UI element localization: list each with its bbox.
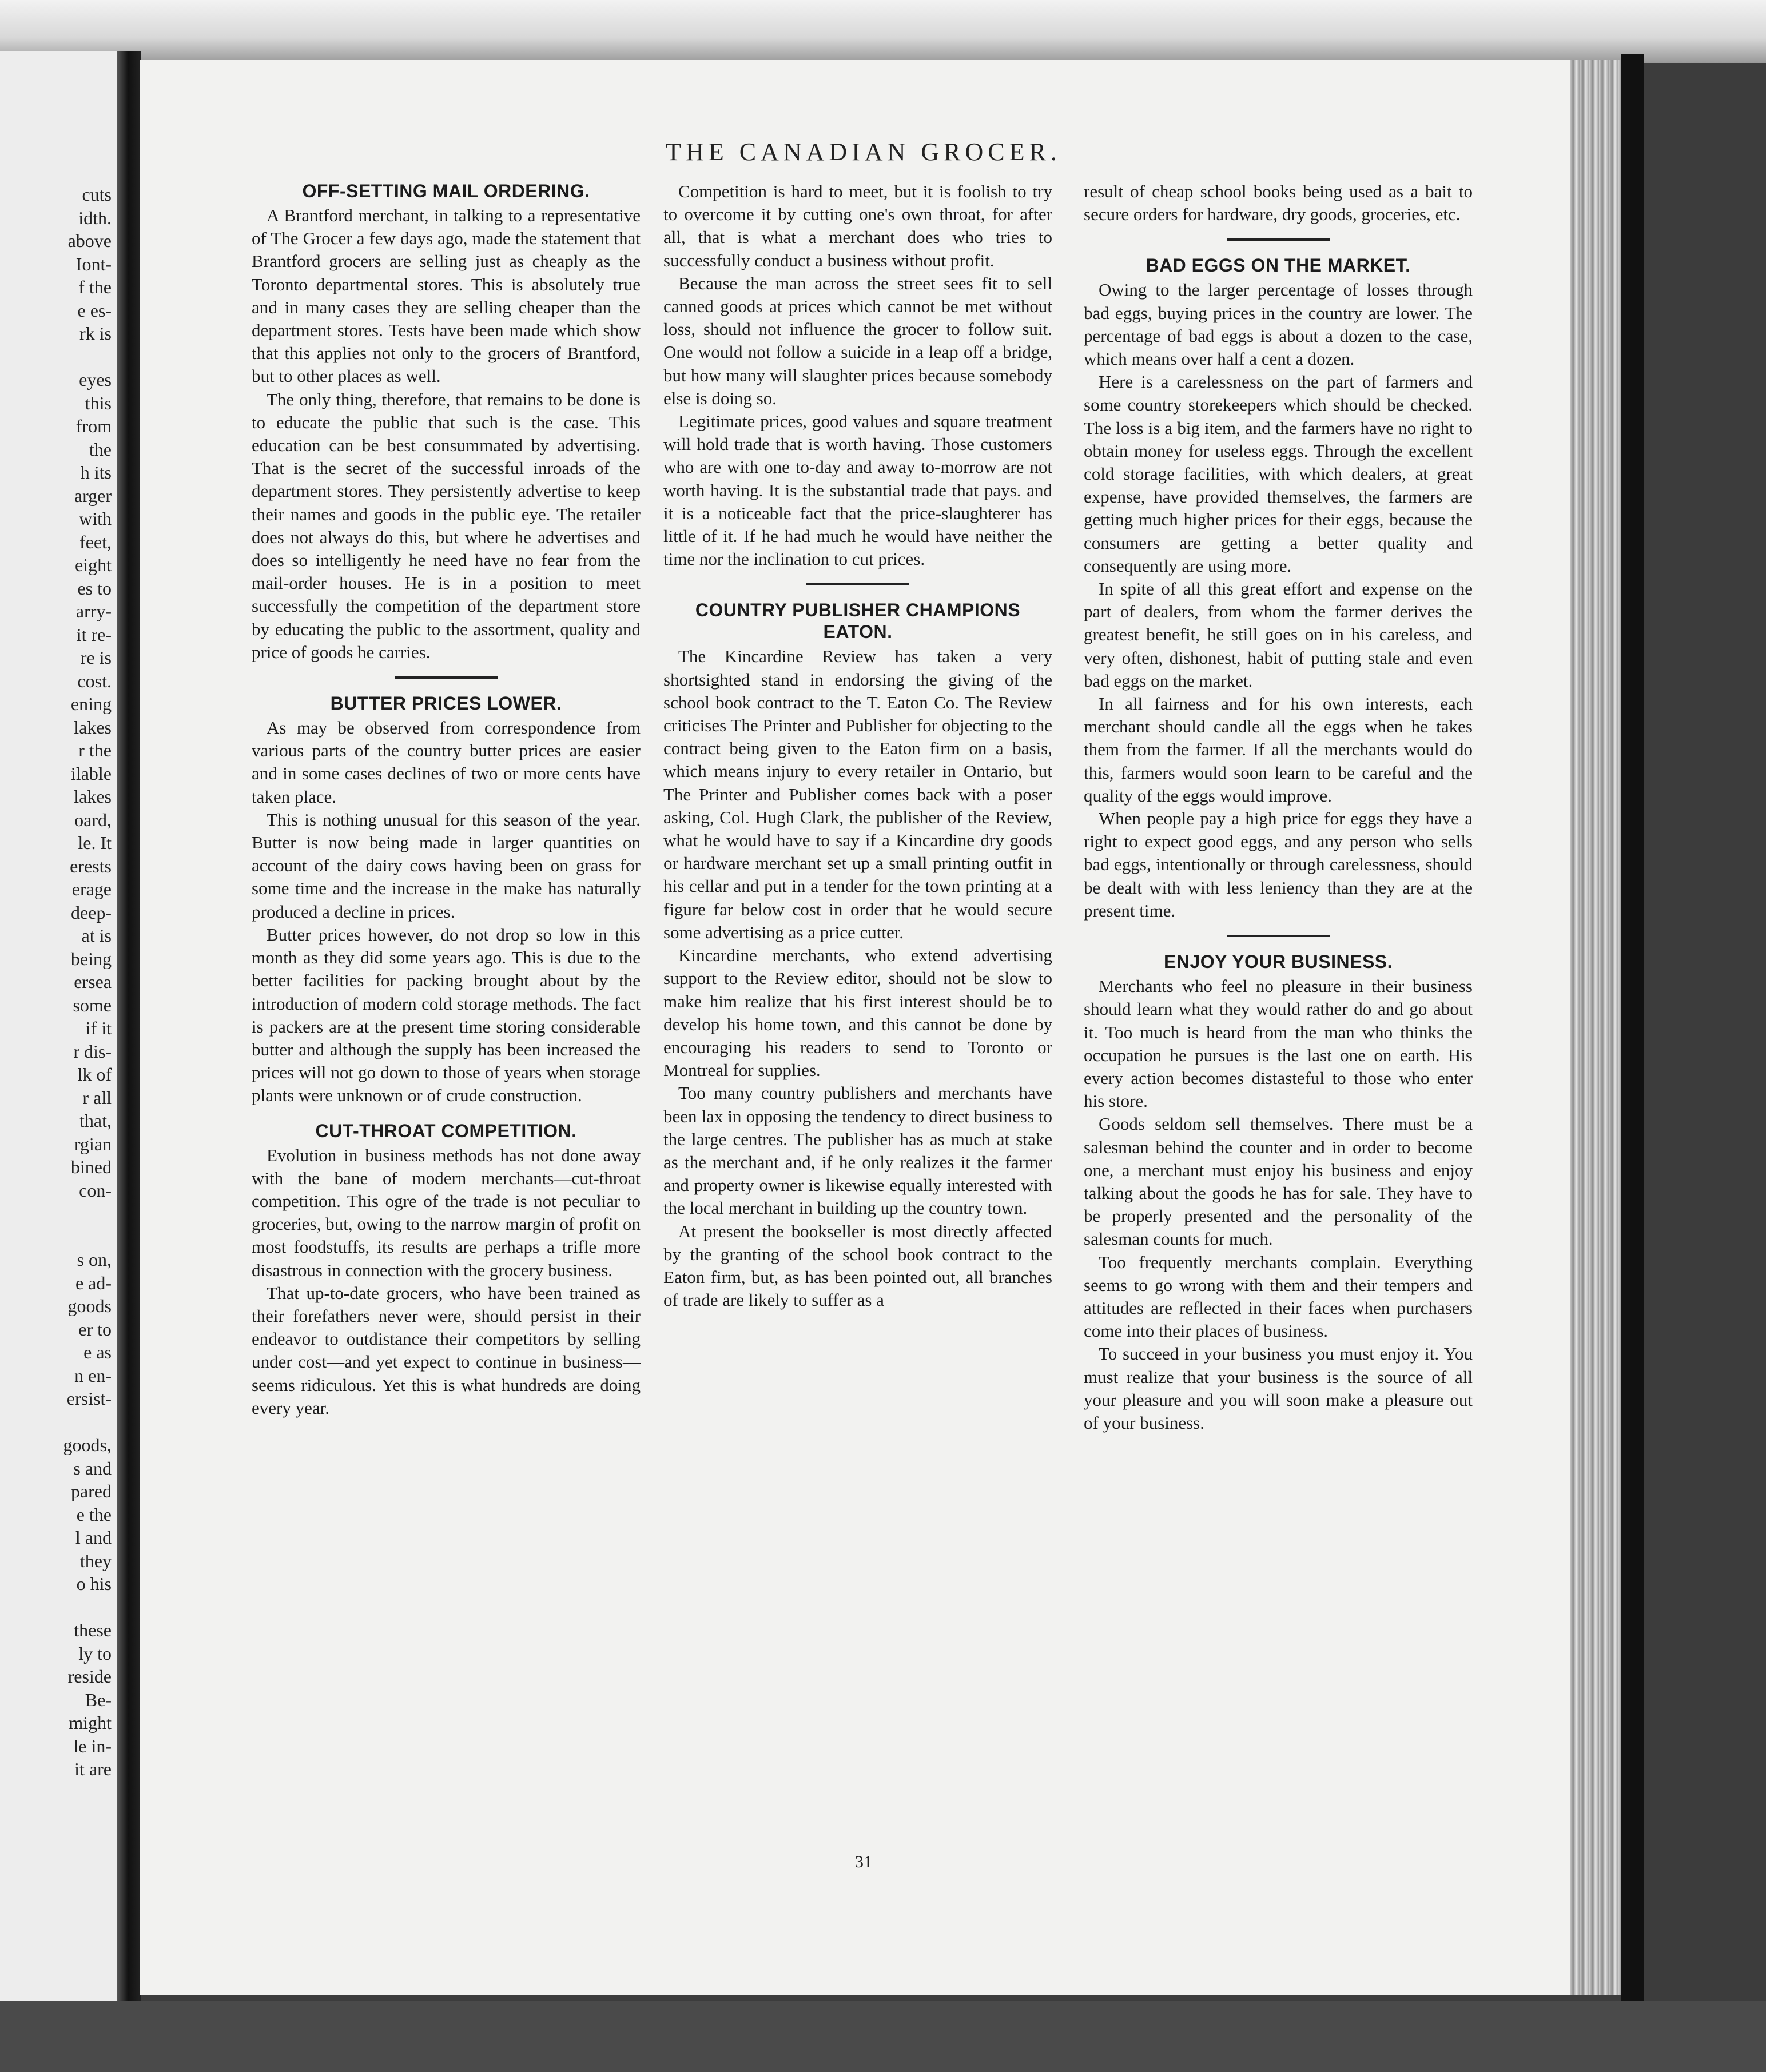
article-paragraph: When people pay a high price for eggs they have a right to expect good eggs, and any person who sells bad eggs, intentionally or through carelessness, should be dealt with with less leniency than they are at the present time. [1084, 808, 1473, 921]
previous-page-line: they [79, 1550, 112, 1571]
previous-page-line: it re- [76, 624, 112, 645]
article-paragraph: The Kincardine Review has taken a very shortsighted stand in endorsing the giving of the school book contract to the T. Eaton Co. The Review criticises The Printer and Publisher for objecting to the contract being given to the Eaton firm on a basis, which means injury to every retailer in Ontario, but The Printer and Publisher comes back with a poser asking, Col. Hugh Clark, the publisher of the Review, what he would have to say if a Kincardine dry goods or hardware merchant set up a small printing outfit in his cellar and put in a tender for the town printing at a figure far below cost in order that he would secure some advertising as a price cutter. [663, 646, 1052, 942]
previous-page-line: from [75, 416, 112, 436]
previous-page-line: s and [73, 1457, 112, 1479]
article-paragraph: To succeed in your business you must enjoy it. You must realize that your business is the source of all your pleasure and you will soon make a pleasure out of your business. [1084, 1344, 1473, 1433]
article-divider [1227, 238, 1330, 241]
headline-bad-eggs-on-the-market: BAD EGGS ON THE MARKET. [1145, 255, 1411, 276]
column-2 [663, 180, 1052, 1312]
previous-page-line: rk is [79, 323, 112, 344]
article-paragraph: Merchants who feel no pleasure in their business should learn what they would rather do and go about it. Too much is heard from the man who thinks the occupation he pursues is the last one on earth. His every action becomes distasteful to those who enter his store. [1084, 976, 1473, 1111]
headline-butter-prices-lower: BUTTER PRICES LOWER. [330, 693, 562, 714]
previous-page-line: le in- [73, 1735, 112, 1756]
previous-page-line: ly to [78, 1643, 112, 1664]
previous-page-line: goods, [63, 1435, 112, 1455]
previous-page-line: feet, [79, 531, 112, 552]
article-divider [806, 583, 909, 585]
previous-page-text-edge [6, 183, 112, 1781]
previous-page-line: some [73, 994, 112, 1015]
previous-page-line: at is [81, 925, 112, 946]
article-paragraph: Competition is hard to meet, but it is foolish to try to overcome it by cutting one's own throat, for after all, that is what a merchant does who tries to successfully conduct a business without profit. [663, 181, 1052, 270]
previous-page-line [6, 1410, 112, 1434]
masthead: THE CANADIAN GROCER. [666, 138, 1061, 166]
column-3 [1084, 180, 1473, 1435]
previous-page-line: being [70, 948, 112, 969]
previous-page-line: f the [78, 277, 112, 297]
previous-page-line: above [67, 230, 112, 251]
article-divider [395, 676, 498, 679]
article-paragraph: The only thing, therefore, that remains to be done is to educate the public that such is the case. This education can be best consummated by advertising. That is the secret of the successful inroads of the department stores. They persistently advertise to keep their names and goods in the public eye. The retailer does not always do this, but where he advertises and does so intelligently he need have no fear from the mail-order houses. He is in a position to meet successfully the competition of the department store by educating the public to the assortment, quality and price of goods he carries. [252, 389, 641, 662]
previous-page-fragment [0, 51, 117, 2007]
previous-page-line: with [79, 508, 112, 529]
headline-off-setting-mail-ordering: OFF-SETTING MAIL ORDERING. [302, 181, 590, 201]
column-1 [252, 180, 641, 1420]
previous-page-line: o his [76, 1573, 112, 1594]
article-paragraph: Legitimate prices, good values and square treatment will hold trade that is worth having. Those customers who are with one to-day and away to-morrow are not worth having. It is the substantial trade that pays. and it is a noticeable fact that the price-slaughterer has little of it. If he had much he would have neither the time nor the inclination to cut prices. [663, 411, 1052, 569]
article-paragraph: That up-to-date grocers, who have been trained as their forefathers never were, should persist in their endeavor to outdistance their competitors by selling under cost—and yet expect to continue in business—seems ridiculous. Yet this is what hundreds are doing every year. [252, 1282, 641, 1418]
article-paragraph: Goods seldom sell themselves. There must be a salesman behind the counter and in order to become one, a merchant must enjoy his business and enjoy talking about the goods he has for sale. They have to be properly presented and the personality of the salesman counts for much. [1084, 1114, 1473, 1249]
previous-page-line: h its [80, 462, 112, 483]
article-paragraph: Butter prices however, do not drop so low in this month as they did some years ago. This is due to the better facilities for packing brought about by the introduction of modern cold storage methods. The fact is packers are at the present time storing considerable butter and although the supply has been increased the prices will not go down to those of years when storage plants were unknown or of crude construction. [252, 924, 641, 1106]
previous-page-line: goods [67, 1296, 112, 1316]
previous-page-line: eyes [79, 369, 112, 390]
previous-page-line: e as [83, 1342, 112, 1362]
headline-country-publisher-champions-eaton: COUNTRY PUBLISHER CHAMPIONS EATON. [695, 600, 1021, 643]
previous-page-line: re is [80, 647, 112, 668]
previous-page-line: bined [70, 1157, 112, 1177]
previous-page-line: e the [76, 1504, 112, 1525]
previous-page-line: lk of [77, 1064, 112, 1085]
previous-page-line: con- [79, 1180, 112, 1201]
previous-page-line: cost. [77, 670, 112, 691]
previous-page-line: n en- [74, 1365, 112, 1386]
headline-cut-throat-competition: CUT-THROAT COMPETITION. [315, 1120, 577, 1141]
previous-page-line: rgian [74, 1133, 112, 1154]
previous-page-line: r the [78, 740, 112, 760]
previous-page-line: Iont- [75, 253, 112, 274]
previous-page-line: arry- [75, 601, 112, 621]
previous-page-line: reside [67, 1666, 112, 1687]
previous-page-line: eight [75, 555, 112, 575]
page-stack-edge [1570, 60, 1621, 1995]
article-paragraph: Too many country publishers and merchants have been lax in opposing the tendency to direct business to the large centres. The publisher has as much at stake as the merchant and, if he only realizes it the farmer and property owner is likewise equally interested with the local merchant in building up the country town. [663, 1083, 1052, 1218]
previous-page-line [6, 1202, 112, 1225]
previous-page-line: r dis- [73, 1041, 112, 1062]
article-paragraph: This is nothing unusual for this season of the year. Butter is now being made in larger quantities on account of the dairy cows having been on grass for some time and the increase in the make has naturally produced a decline in prices. [252, 809, 641, 922]
previous-page-line [6, 1596, 112, 1619]
article-paragraph: In all fairness and for his own interests, each merchant should candle all the eggs when he takes them from the farmer. If all the merchants would do this, farmers would soon learn to be careful and the quality of the eggs would improve. [1084, 694, 1473, 806]
article-paragraph: In spite of all this great effort and expense on the part of dealers, from whom the farmer derives the greatest benefit, he still goes on in his careless, and very often, dishonest, habit of putting stale and even bad eggs on the market. [1084, 579, 1473, 691]
article-divider [1227, 935, 1330, 937]
article-paragraph: Here is a carelessness on the part of farmers and some country storekeepers which should be checked. The loss is a big item, and the farmers have no right to obtain money for useless eggs. Through the excellent cold storage facilities, with which dealers, at great expense, have provided themselves, the farmers are getting much higher prices for their eggs, because the consumers are getting a better quality and consequently are using more. [1084, 372, 1473, 576]
previous-page-line: Be- [85, 1689, 112, 1710]
scan-background-top [0, 0, 1766, 63]
previous-page-line: idth. [78, 207, 112, 228]
cover-board [1621, 54, 1644, 2015]
previous-page-line: lakes [74, 716, 112, 738]
previous-page-line: that, [79, 1110, 112, 1131]
previous-page-line: deep- [70, 902, 112, 923]
previous-page-line: ersist- [66, 1388, 112, 1409]
previous-page-line [6, 1225, 112, 1249]
previous-page-line: cuts [82, 184, 112, 205]
previous-page-line: it are [74, 1759, 112, 1779]
page-number: 31 [855, 1852, 872, 1871]
previous-page-line: erage [71, 879, 112, 899]
previous-page-line: this [85, 392, 112, 413]
previous-page-line: s on, [77, 1249, 112, 1270]
scan-background-bottom [0, 2001, 1766, 2072]
previous-page-line: es to [77, 577, 112, 599]
previous-page-line [6, 345, 112, 369]
previous-page-line: if it [85, 1018, 112, 1038]
previous-page-line: oard, [74, 809, 112, 830]
previous-page-line: these [74, 1620, 112, 1640]
article-paragraph: Owing to the larger percentage of losses through bad eggs, buying prices in the country are lower. The percentage of bad eggs is about a dozen to the case, which means over half a cent a dozen. [1084, 280, 1473, 369]
previous-page-line: the [89, 439, 112, 460]
previous-page-line: er to [78, 1318, 112, 1340]
previous-page-line: ilable [70, 763, 112, 784]
previous-page-line: lakes [74, 786, 112, 807]
article-paragraph: Too frequently merchants complain. Everything seems to go wrong with them and their tempers and attitudes are reflected in their faces when purchasers come into their places of business. [1084, 1252, 1473, 1341]
previous-page-line: pared [70, 1481, 112, 1501]
article-paragraph: As may be observed from correspondence from various parts of the country butter prices are easier and in some cases declines of two or more cents have taken place. [252, 718, 641, 807]
previous-page-line: arger [74, 485, 112, 506]
article-paragraph: A Brantford merchant, in talking to a representative of The Grocer a few days ago, made the statement that Brantford grocers are selling just as cheaply as the Toronto departmental stores. This is absolutely true and in many cases they are selling cheaper than the department stores. Tests have been made which show that this applies not only to the grocers of Brantford, but to other places as well. [252, 205, 641, 386]
book-gutter [117, 51, 141, 2007]
previous-page-line: r all [82, 1087, 112, 1108]
headline-enjoy-your-business: ENJOY YOUR BUSINESS. [1163, 951, 1393, 973]
previous-page-line: e ad- [75, 1272, 112, 1293]
article-paragraph: Kincardine merchants, who extend advertising support to the Review editor, should not be slow to make him realize that his first interest should be to develop his home town, and this cannot be done by encouraging his readers to send to Toronto or Montreal for supplies. [663, 945, 1052, 1081]
previous-page-line: erests [70, 855, 112, 876]
previous-page-line: ersea [74, 971, 112, 992]
previous-page-line: ening [70, 694, 112, 714]
article-paragraph: Evolution in business methods has not done away with the bane of modern merchants—cut-throat competition. This ogre of the trade is not peculiar to groceries, but, owing to the narrow margin of profit on most foodstuffs, its results are perhaps a trifle more disastrous in connection with the grocery business. [252, 1145, 641, 1280]
previous-page-line: l and [75, 1527, 112, 1548]
article-paragraph: Because the man across the street sees fit to sell canned goods at prices which cannot be met without loss, should not influence the grocer to follow suit. One would not follow a suicide in a leap off a bridge, but how many will slaughter prices because somebody else is doing so. [663, 273, 1052, 408]
previous-page-line: e es- [77, 300, 112, 321]
previous-page-line: might [69, 1712, 112, 1733]
article-paragraph: At present the bookseller is most directly affected by the granting of the school book contract to the Eaton firm, but, as has been pointed out, all branches of trade are likely to suffer as a [663, 1221, 1052, 1310]
previous-page-line: le. It [78, 832, 112, 853]
article-paragraph: result of cheap school books being used as a bait to secure orders for hardware, dry goods, groceries, etc. [1084, 181, 1473, 225]
